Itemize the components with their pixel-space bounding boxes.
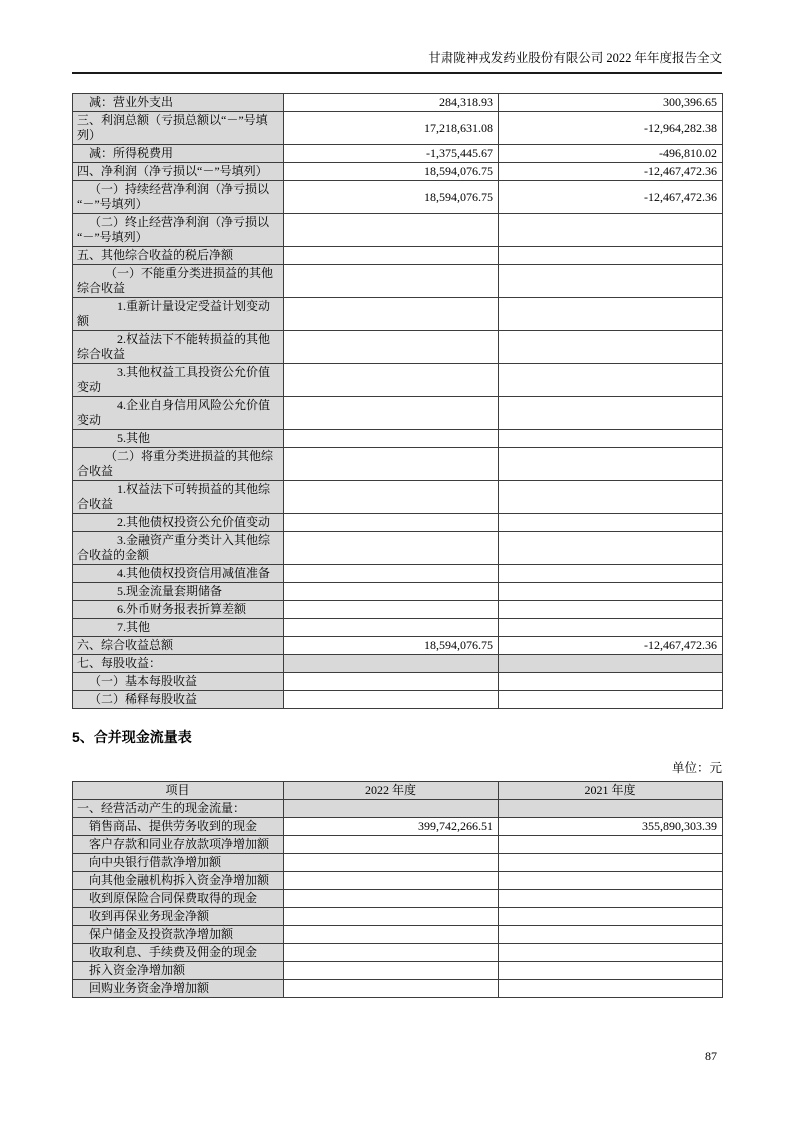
value-2022 — [284, 214, 499, 247]
value-2022 — [284, 430, 499, 448]
value-2022 — [284, 944, 499, 962]
table-row — [73, 112, 723, 145]
table-row — [73, 872, 723, 890]
cash-flow-table — [72, 781, 723, 998]
value-2022 — [284, 583, 499, 601]
column-header-2022: 2022 年度 — [284, 782, 499, 800]
table-row — [73, 298, 723, 331]
value-2022 — [284, 980, 499, 998]
table-row — [73, 673, 723, 691]
value-2022 — [284, 331, 499, 364]
value-2022 — [284, 619, 499, 637]
value-2021: -12,467,472.36 — [499, 637, 723, 655]
value-2021 — [499, 448, 723, 481]
row-label: 2.其他债权投资公允价值变动 — [73, 514, 284, 532]
column-header-2021: 2021 年度 — [499, 782, 723, 800]
table-header-row — [73, 782, 723, 800]
unit-label: 单位：元 — [671, 761, 722, 775]
value-2022 — [284, 872, 499, 890]
row-label: （二）稀释每股收益 — [73, 691, 284, 709]
value-2021: -12,964,282.38 — [499, 112, 723, 145]
table-row — [73, 364, 723, 397]
running-header — [72, 0, 722, 74]
value-2021 — [499, 962, 723, 980]
value-2022 — [284, 265, 499, 298]
table-row — [73, 181, 723, 214]
row-label: 收到再保业务现金净额 — [73, 908, 284, 926]
table-row — [73, 532, 723, 565]
value-2021 — [499, 691, 723, 709]
value-2021 — [499, 800, 723, 818]
value-2022 — [284, 890, 499, 908]
row-label: 1.重新计量设定受益计划变动额 — [73, 298, 284, 331]
row-label: 4.企业自身信用风险公允价值变动 — [73, 397, 284, 430]
value-2022 — [284, 247, 499, 265]
value-2022 — [284, 514, 499, 532]
table-row — [73, 980, 723, 998]
value-2021: -496,810.02 — [499, 145, 723, 163]
row-label: （二）终止经营净利润（净亏损以“－”号填列） — [73, 214, 284, 247]
row-label: 2.权益法下不能转损益的其他综合收益 — [73, 331, 284, 364]
value-2021 — [499, 265, 723, 298]
table-row — [73, 890, 723, 908]
row-label: 回购业务资金净增加额 — [73, 980, 284, 998]
row-label: （二）将重分类进损益的其他综合收益 — [73, 448, 284, 481]
value-2021 — [499, 532, 723, 565]
page-content — [72, 0, 722, 998]
row-label: 向其他金融机构拆入资金净增加额 — [73, 872, 284, 890]
page-number: 87 — [705, 1049, 717, 1063]
value-2021: 355,890,303.39 — [499, 818, 723, 836]
table-row — [73, 430, 723, 448]
row-label: （一）不能重分类进损益的其他综合收益 — [73, 265, 284, 298]
table-row — [73, 854, 723, 872]
value-2022 — [284, 298, 499, 331]
row-label: 5.其他 — [73, 430, 284, 448]
table-row — [73, 926, 723, 944]
value-2022 — [284, 854, 499, 872]
table-row — [73, 448, 723, 481]
row-label: 四、净利润（净亏损以“－”号填列） — [73, 163, 284, 181]
value-2021: 300,396.65 — [499, 94, 723, 112]
value-2022 — [284, 926, 499, 944]
value-2021: -12,467,472.36 — [499, 181, 723, 214]
value-2022 — [284, 691, 499, 709]
table-row — [73, 247, 723, 265]
value-2021 — [499, 854, 723, 872]
table-row — [73, 836, 723, 854]
row-label: 向中央银行借款净增加额 — [73, 854, 284, 872]
row-label: 保户储金及投资款净增加额 — [73, 926, 284, 944]
value-2021 — [499, 908, 723, 926]
row-label: 七、每股收益： — [73, 655, 284, 673]
value-2022: 399,742,266.51 — [284, 818, 499, 836]
row-label: 五、其他综合收益的税后净额 — [73, 247, 284, 265]
value-2021 — [499, 980, 723, 998]
row-label: 6.外币财务报表折算差额 — [73, 601, 284, 619]
value-2021 — [499, 364, 723, 397]
value-2021 — [499, 583, 723, 601]
table-row — [73, 601, 723, 619]
table-row — [73, 619, 723, 637]
table-row — [73, 944, 723, 962]
table-row — [73, 637, 723, 655]
value-2021 — [499, 214, 723, 247]
value-2021 — [499, 481, 723, 514]
value-2022: 284,318.93 — [284, 94, 499, 112]
value-2021 — [499, 397, 723, 430]
value-2021 — [499, 430, 723, 448]
row-label: 销售商品、提供劳务收到的现金 — [73, 818, 284, 836]
table-row — [73, 163, 723, 181]
row-label: 7.其他 — [73, 619, 284, 637]
value-2021 — [499, 514, 723, 532]
table-row — [73, 818, 723, 836]
row-label: 3.金融资产重分类计入其他综合收益的金额 — [73, 532, 284, 565]
row-label: 1.权益法下可转损益的其他综合收益 — [73, 481, 284, 514]
table-row — [73, 481, 723, 514]
value-2022 — [284, 481, 499, 514]
table-row — [73, 800, 723, 818]
value-2022 — [284, 800, 499, 818]
table-row — [73, 583, 723, 601]
value-2021 — [499, 619, 723, 637]
value-2021 — [499, 247, 723, 265]
row-label: 拆入资金净增加额 — [73, 962, 284, 980]
value-2022: -1,375,445.67 — [284, 145, 499, 163]
value-2021: -12,467,472.36 — [499, 163, 723, 181]
row-label: （一）基本每股收益 — [73, 673, 284, 691]
value-2021 — [499, 655, 723, 673]
value-2021 — [499, 926, 723, 944]
value-2021 — [499, 673, 723, 691]
value-2021 — [499, 944, 723, 962]
table-row — [73, 908, 723, 926]
table-row — [73, 565, 723, 583]
row-label: 客户存款和同业存放款项净增加额 — [73, 836, 284, 854]
value-2021 — [499, 565, 723, 583]
table-row — [73, 514, 723, 532]
row-label: 减：所得税费用 — [73, 145, 284, 163]
row-label: （一）持续经营净利润（净亏损以“－”号填列） — [73, 181, 284, 214]
value-2021 — [499, 601, 723, 619]
value-2021 — [499, 331, 723, 364]
value-2022 — [284, 908, 499, 926]
value-2022 — [284, 364, 499, 397]
row-label: 3.其他权益工具投资公允价值变动 — [73, 364, 284, 397]
table-row — [73, 397, 723, 430]
section-title: 5、合并现金流量表 — [72, 729, 192, 745]
value-2022: 18,594,076.75 — [284, 637, 499, 655]
row-label: 收取利息、手续费及佣金的现金 — [73, 944, 284, 962]
value-2022: 18,594,076.75 — [284, 181, 499, 214]
row-label: 5.现金流量套期储备 — [73, 583, 284, 601]
value-2021 — [499, 298, 723, 331]
value-2022 — [284, 836, 499, 854]
row-label: 三、利润总额（亏损总额以“－”号填列） — [73, 112, 284, 145]
value-2022 — [284, 397, 499, 430]
value-2021 — [499, 872, 723, 890]
value-2021 — [499, 890, 723, 908]
report-header-title: 甘肃陇神戎发药业股份有限公司 2022 年年度报告全文 — [428, 51, 722, 65]
table-row — [73, 94, 723, 112]
value-2022 — [284, 655, 499, 673]
table-row — [73, 265, 723, 298]
value-2022 — [284, 565, 499, 583]
income-statement-table — [72, 93, 723, 709]
value-2022 — [284, 448, 499, 481]
row-label: 一、经营活动产生的现金流量： — [73, 800, 284, 818]
table-row — [73, 214, 723, 247]
row-label: 收到原保险合同保费取得的现金 — [73, 890, 284, 908]
value-2021 — [499, 836, 723, 854]
table-row — [73, 655, 723, 673]
value-2022 — [284, 601, 499, 619]
table-row — [73, 145, 723, 163]
row-label: 六、综合收益总额 — [73, 637, 284, 655]
row-label: 减：营业外支出 — [73, 94, 284, 112]
table-row — [73, 691, 723, 709]
value-2022: 18,594,076.75 — [284, 163, 499, 181]
value-2022 — [284, 962, 499, 980]
value-2022 — [284, 673, 499, 691]
table-row — [73, 962, 723, 980]
column-header-item: 项目 — [73, 782, 284, 800]
row-label: 4.其他债权投资信用减值准备 — [73, 565, 284, 583]
table-row — [73, 331, 723, 364]
value-2022 — [284, 532, 499, 565]
value-2022: 17,218,631.08 — [284, 112, 499, 145]
